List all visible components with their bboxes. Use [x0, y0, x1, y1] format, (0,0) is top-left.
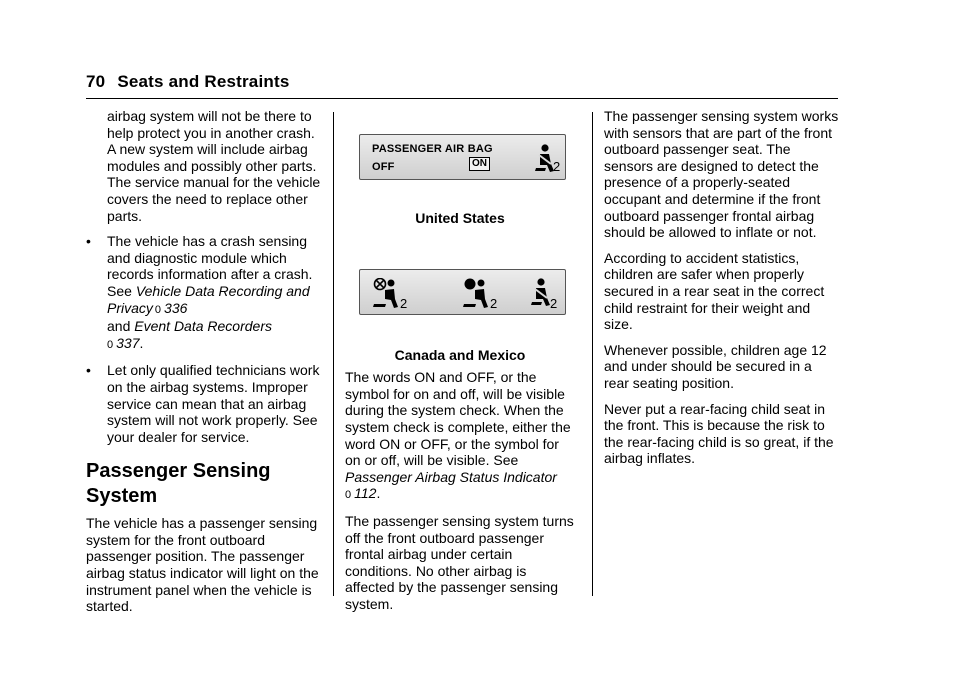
seatbelt-passenger-icon [528, 278, 552, 308]
statistics-paragraph: According to accident statistics, children are safer when properly secured in a rear seat in the correct child restraint for their weight and size. [604, 249, 825, 333]
us-status-indicator-panel [359, 134, 566, 180]
continued-paragraph: airbag system will not be there to help protect you in another crash. A new system will include airbag modules and possibly other parts. The service manual for the vehicle covers the need to replace other parts. [107, 108, 321, 224]
bullet-text: Let only qualified technicians work on the airbag systems. Improper service can mean that an airbag system will not work properly. See your dealer for service. [107, 362, 320, 445]
period: . [139, 334, 144, 351]
and-text: and [107, 318, 135, 335]
bullet-dot: • [86, 233, 91, 250]
xref-page-337[interactable]: 337 [116, 334, 140, 351]
column-divider [333, 112, 334, 596]
seat-number: 2 [553, 159, 561, 174]
caption-united-states: United States [415, 210, 505, 226]
xref-page-icon: 0 [345, 489, 352, 502]
bullet-crash-sensing [86, 233, 326, 353]
column-divider [592, 112, 593, 596]
turns-off-paragraph: The passenger sensing system turns off the front outboard passenger frontal airbag under certain conditions. No other airbag is affected by the passenger sensing system. [345, 512, 574, 612]
sensors-paragraph: The passenger sensing system works with sensors that are part of the front outboard passenger seat. The sensors are designed to detect the presence of a properly-seated occupant and determine if the front outboard passenger frontal airbag should be allowed to inflate or not. [604, 108, 839, 241]
column-1 [86, 108, 326, 624]
seat-number: 2 [400, 295, 408, 311]
seat-number: 2 [550, 295, 558, 311]
xref-page-336[interactable]: 336 [164, 299, 188, 316]
panel-off-label: OFF [372, 161, 395, 173]
on-off-paragraph [345, 369, 575, 504]
header-rule [86, 98, 838, 99]
section-heading: Passenger Sensing System [86, 460, 271, 508]
xref-page-112[interactable]: 112 [354, 485, 377, 502]
xref-status-indicator[interactable]: Passenger Airbag Status Indicator [345, 468, 557, 485]
caption-canada-mexico: Canada and Mexico [394, 346, 526, 363]
canada-status-indicator-panel [359, 269, 566, 315]
period: . [376, 485, 381, 502]
rear-facing-paragraph: Never put a rear-facing child seat in the front. This is because the risk to the rear-facing child is so great, if the airbag inflates. [604, 400, 834, 467]
airbag-off-icon [372, 278, 400, 310]
xref-page-icon: 0 [107, 338, 114, 351]
section-title: Seats and Restraints [117, 72, 290, 91]
panel-passenger-air-bag-label: PASSENGER AIR BAG [372, 143, 493, 155]
page-number: 70 [86, 72, 106, 91]
bullet-text: The vehicle has a crash sensing and diagnostic module which records information after a crash. See [107, 233, 313, 299]
xref-vehicle-data-recording[interactable]: Vehicle Data Recording and Privacy [107, 282, 310, 316]
children-age-paragraph: Whenever possible, children age 12 and under should be secured in a rear seating position. [604, 341, 827, 391]
airbag-on-icon [462, 278, 490, 310]
on-off-text: The words ON and OFF, or the symbol for on and off, will be visible during the system check. When the system check is complete, either the word ON or OFF, or the symbol for on or off, will be visible. See [345, 369, 571, 469]
xref-page-icon: 0 [154, 303, 162, 316]
bullet-qualified-technicians [86, 362, 326, 445]
xref-event-data-recorders[interactable]: Event Data Recorders [134, 318, 272, 335]
column-2 [345, 108, 575, 622]
page-header [86, 72, 290, 92]
sensing-intro-paragraph: The vehicle has a passenger sensing system for the front outboard passenger position. The passenger airbag status indicator will light on the instrument panel when the vehicle is started. [86, 515, 319, 615]
seat-number: 2 [490, 295, 498, 311]
bullet-dot: • [86, 362, 91, 379]
panel-on-label: ON [469, 157, 490, 171]
column-3 [604, 108, 840, 476]
